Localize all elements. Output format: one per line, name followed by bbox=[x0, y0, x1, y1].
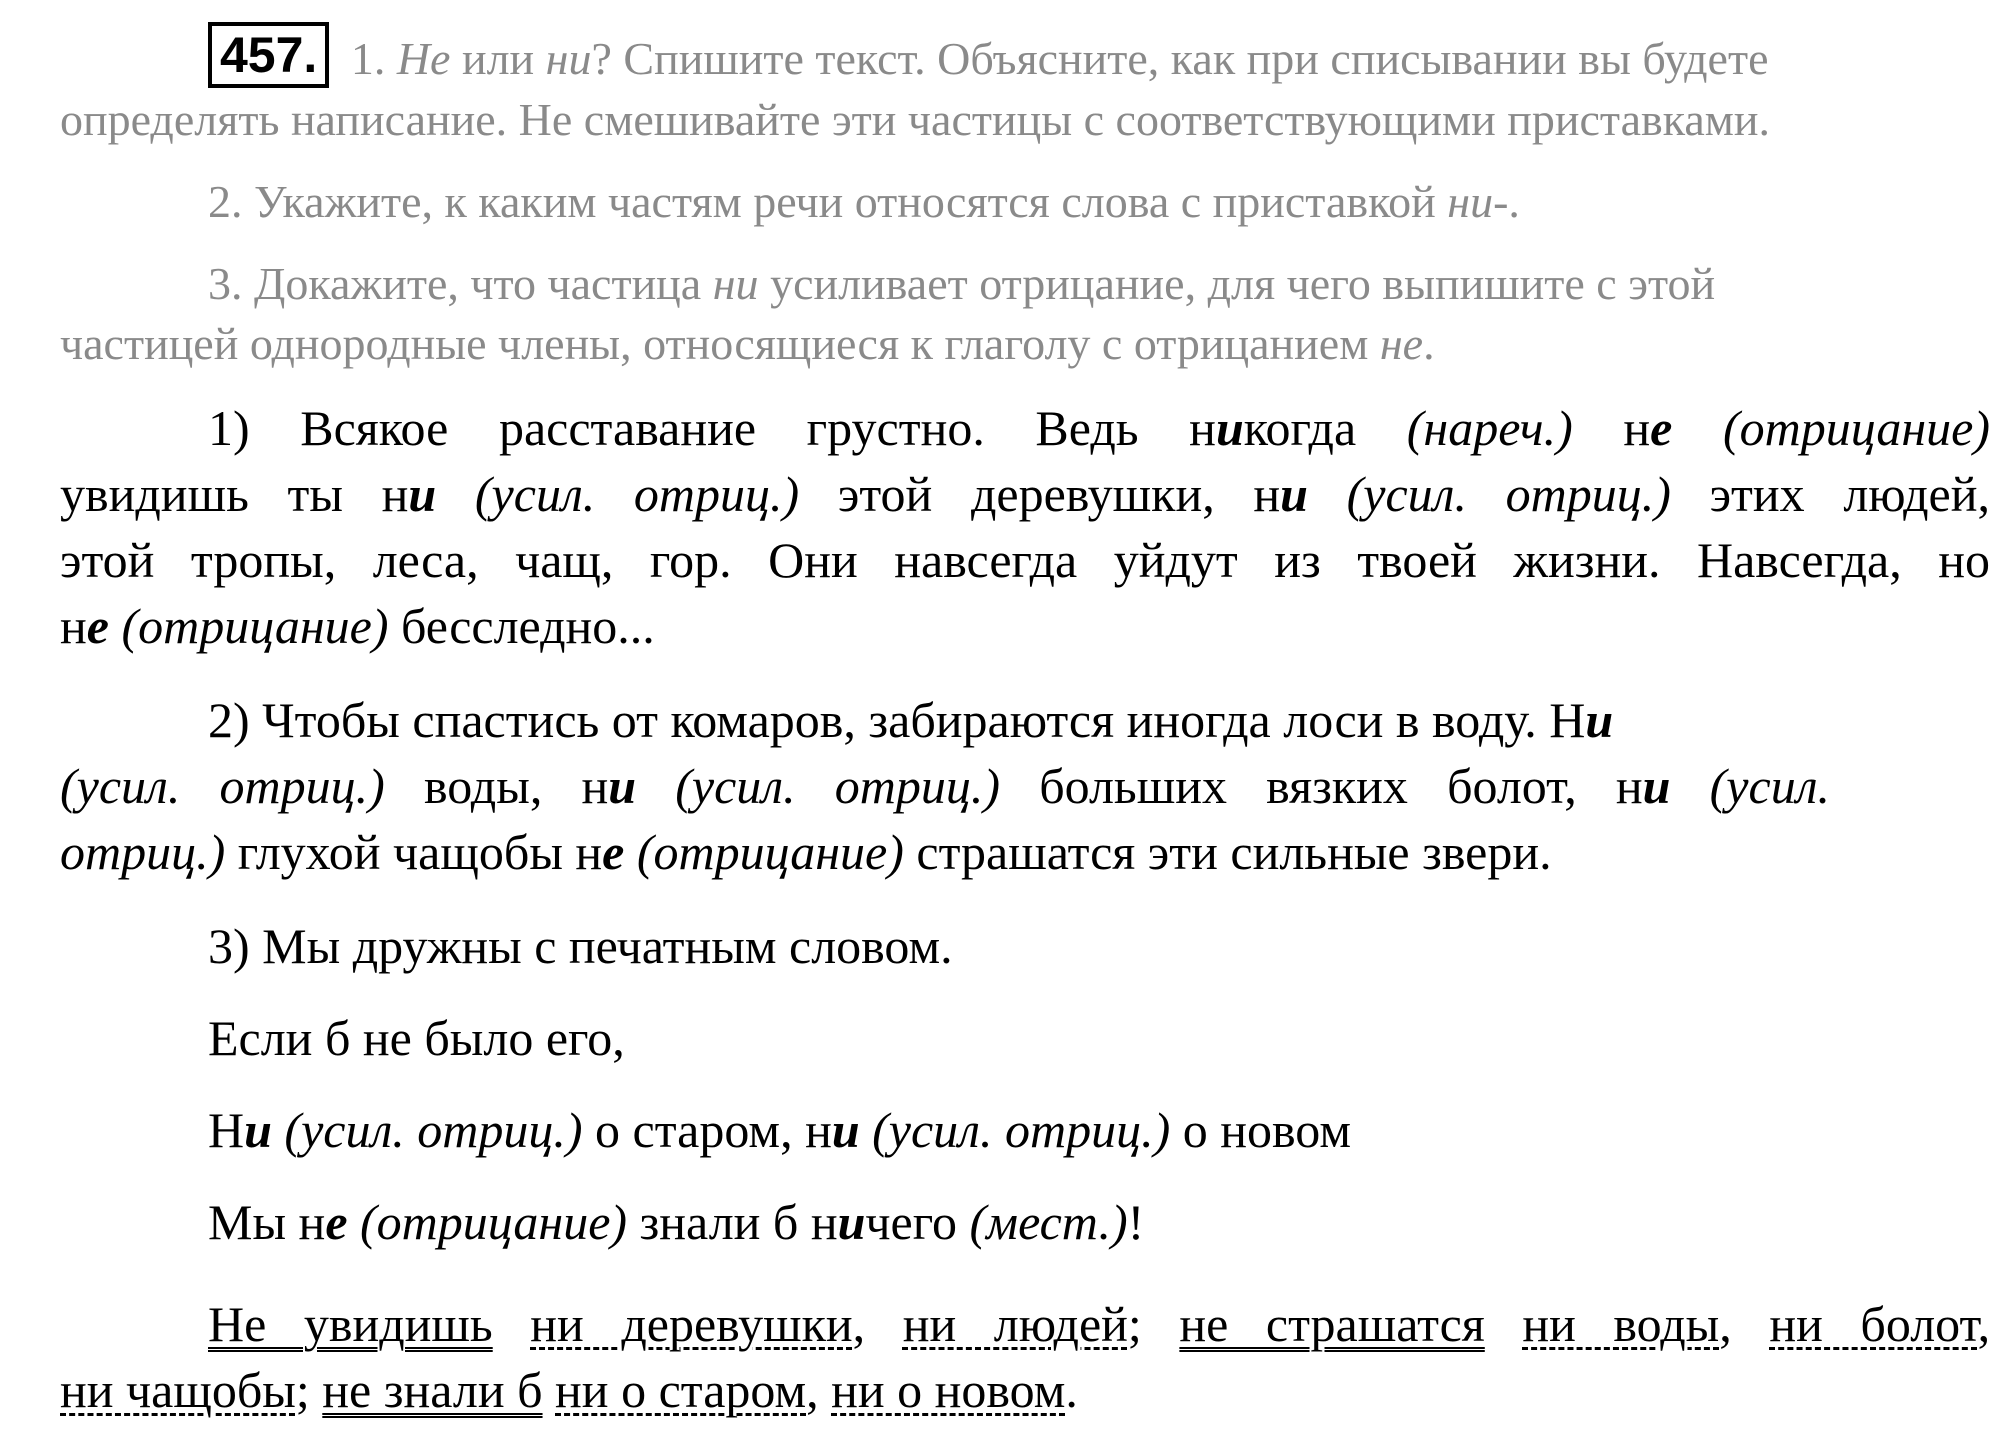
text-3-line-2: Если б не было его, bbox=[208, 1010, 625, 1066]
text-3-line-4: Мы не (отрицание) знали б ничего (мест.)! bbox=[208, 1194, 1145, 1250]
text-3-line-1: 3) Мы дружны с печатным словом. bbox=[208, 918, 953, 974]
text-1-line-2: увидишь ты ни (усил. отриц.) этой деревушки, ни (усил. отриц.) этих людей, bbox=[60, 466, 1990, 522]
answer-line-1: Не увидишь ни деревушки, ни людей; не страшатся ни воды, ни болот, bbox=[208, 1296, 1991, 1352]
text-3-line-3: Ни (усил. отриц.) о старом, ни (усил. отриц.) о новом bbox=[208, 1102, 1351, 1158]
text-2-line-1: 2) Чтобы спастись от комаров, забираются иногда лоси в воду. Ни bbox=[208, 692, 1614, 748]
task-3-line-1: 3. Докажите, что частица ни усиливает отрицание, для чего выпишите с этой bbox=[208, 258, 1716, 309]
exercise-number: 457. bbox=[208, 22, 329, 88]
text-1-line-1: 1) Всякое расставание грустно. Ведь никогда (нареч.) не (отрицание) bbox=[208, 400, 1991, 456]
text-2-line-3: отриц.) глухой чащобы не (отрицание) страшатся эти сильные звери. bbox=[60, 824, 1552, 880]
text-1-line-4: не (отрицание) бесследно... bbox=[60, 598, 655, 654]
task-2: 2. Укажите, к каким частям речи относятся слова с приставкой ни-. bbox=[208, 176, 1520, 227]
task-3-line-2: частицей однородные члены, относящиеся к глаголу с отрицанием не. bbox=[60, 318, 1435, 369]
text-2-line-2: (усил. отриц.) воды, ни (усил. отриц.) больших вязких болот, ни (усил. bbox=[60, 758, 1830, 814]
answer-line-2: ни чащобы; не знали б ни о старом, ни о новом. bbox=[60, 1362, 1078, 1418]
text-1-line-3: этой тропы, леса, чащ, гор. Они навсегда уйдут из твоей жизни. Навсегда, но bbox=[60, 532, 1990, 588]
task-1-line-2: определять написание. Не смешивайте эти частицы с соответствующими приставками. bbox=[60, 94, 1771, 145]
task-1-line-1: 457. 1. Не или ни? Спишите текст. Объясните, как при списывании вы будете bbox=[208, 24, 1990, 90]
